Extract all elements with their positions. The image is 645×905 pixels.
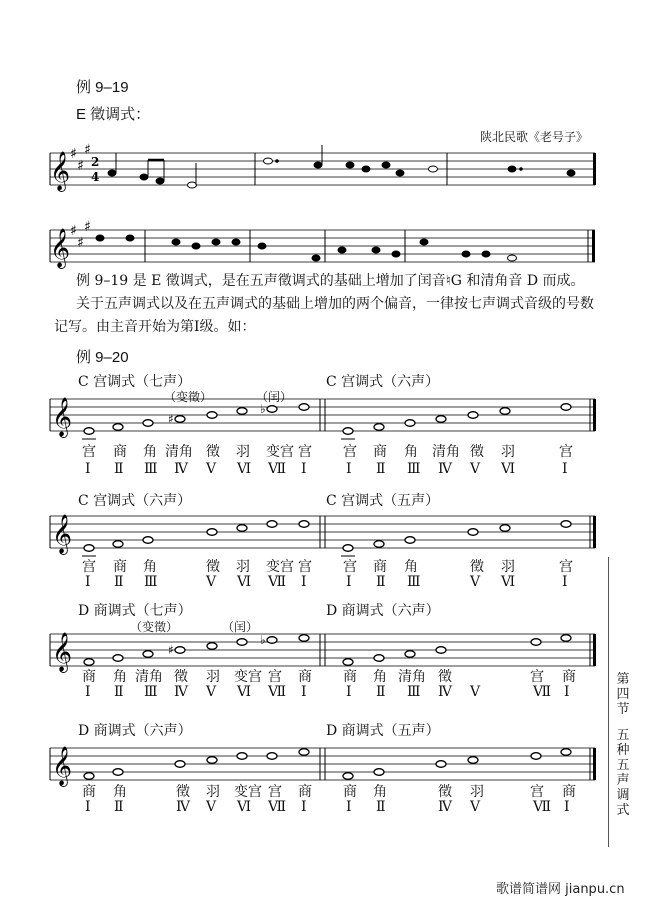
sharp-icon: ♯ bbox=[168, 412, 174, 426]
note-name: 宫 bbox=[82, 444, 96, 460]
note-head bbox=[96, 235, 104, 241]
degree-numeral: Ⅶ bbox=[533, 684, 552, 700]
degree-numeral: Ⅳ bbox=[174, 684, 188, 700]
note-name: 宫 bbox=[298, 444, 312, 460]
degree-numeral: Ⅰ bbox=[85, 574, 91, 590]
sidebar-title: 五种五声调式 bbox=[616, 728, 630, 818]
note-head bbox=[314, 162, 322, 168]
note-head bbox=[429, 166, 438, 172]
degree-numeral: Ⅰ bbox=[301, 799, 307, 815]
degree-numeral: Ⅱ bbox=[376, 574, 386, 590]
note-name: 清角 bbox=[135, 669, 163, 685]
note-name: 商 bbox=[82, 784, 96, 800]
degree-numeral: Ⅴ bbox=[206, 684, 217, 700]
degree-numeral: Ⅰ bbox=[301, 684, 307, 700]
note-name: 商 bbox=[298, 784, 312, 800]
note-name: 变宫 bbox=[234, 669, 262, 685]
note-name: 宫 bbox=[268, 669, 282, 685]
paragraph-line-2: 关于五声调式以及在五声调式的基础上增加的两个偏音，一律按七声调式音级的号数 bbox=[76, 296, 594, 312]
degree-numeral: Ⅴ bbox=[206, 799, 217, 815]
treble-clef-icon: 𝄞 bbox=[50, 151, 71, 191]
note-head bbox=[372, 247, 380, 253]
note-name: 商 bbox=[82, 669, 96, 685]
final-barlines bbox=[592, 153, 596, 780]
degree-numeral: Ⅳ bbox=[438, 461, 452, 477]
annotation: （闰） bbox=[222, 620, 259, 634]
note-name: 羽 bbox=[236, 444, 250, 460]
degree-numeral: Ⅶ bbox=[268, 574, 287, 590]
melody-notes bbox=[96, 145, 575, 261]
note-name: 清角 bbox=[432, 444, 460, 460]
degree-numeral: Ⅰ bbox=[85, 461, 91, 477]
barlines bbox=[50, 153, 590, 780]
note-name: 清角 bbox=[398, 669, 426, 685]
note-name: 商 bbox=[343, 784, 357, 800]
degree-numeral: Ⅱ bbox=[376, 461, 386, 477]
note-head bbox=[508, 255, 517, 261]
degree-numeral: Ⅶ bbox=[268, 799, 287, 815]
note-name: 商 bbox=[113, 444, 127, 460]
degree-numeral: Ⅱ bbox=[114, 799, 124, 815]
note-head bbox=[420, 239, 428, 245]
sharp-icon: ♯ bbox=[70, 223, 77, 239]
sharp-icon: ♯ bbox=[84, 142, 91, 158]
degree-numeral: Ⅵ bbox=[237, 574, 252, 590]
degree-numeral: Ⅰ bbox=[346, 574, 352, 590]
note-head bbox=[392, 251, 400, 257]
note-name: 羽 bbox=[206, 669, 220, 685]
note-name: 羽 bbox=[236, 559, 250, 575]
note-name: 宫 bbox=[268, 784, 282, 800]
degree-numeral: Ⅰ bbox=[564, 684, 570, 700]
degree-numeral: Ⅰ bbox=[346, 461, 352, 477]
note-head bbox=[312, 255, 320, 261]
note-head bbox=[156, 178, 164, 184]
degree-numeral: Ⅰ bbox=[346, 799, 352, 815]
degree-numeral: Ⅴ bbox=[206, 574, 217, 590]
note-name: 清角 bbox=[165, 444, 193, 460]
scale-title: D 商调式（五声） bbox=[326, 723, 440, 739]
degree-numeral: Ⅵ bbox=[501, 574, 516, 590]
degree-numeral: Ⅰ bbox=[346, 684, 352, 700]
treble-clef-icon: 𝄞 bbox=[52, 632, 73, 672]
note-head bbox=[338, 247, 346, 253]
note-head bbox=[462, 251, 470, 257]
note-name: 宫 bbox=[559, 444, 573, 460]
degree-numeral: Ⅰ bbox=[564, 799, 570, 815]
note-name: 宫 bbox=[82, 559, 96, 575]
sharp-icon: ♯ bbox=[77, 158, 84, 174]
sidebar-section: 第四节 bbox=[616, 672, 630, 717]
time-sig-top: 2 bbox=[91, 155, 100, 169]
note-name: 羽 bbox=[501, 559, 515, 575]
note-head bbox=[382, 162, 390, 168]
scale-title: D 商调式（七声） bbox=[78, 603, 192, 619]
degree-numeral: Ⅵ bbox=[237, 684, 252, 700]
degree-numeral: Ⅰ bbox=[562, 574, 568, 590]
note-head bbox=[126, 235, 134, 241]
note-name: 商 bbox=[113, 559, 127, 575]
ledger-lines bbox=[82, 439, 355, 556]
note-head bbox=[192, 243, 200, 249]
example-label-9-20: 例 9–20 bbox=[76, 349, 129, 366]
note-head bbox=[396, 170, 404, 176]
note-name: 商 bbox=[562, 784, 576, 800]
accidentals bbox=[168, 402, 266, 657]
degree-numeral: Ⅰ bbox=[301, 461, 307, 477]
note-name: 羽 bbox=[501, 444, 515, 460]
note-head bbox=[508, 166, 516, 172]
key-signatures bbox=[70, 142, 91, 251]
flat-icon: ♭ bbox=[260, 402, 266, 416]
note-head bbox=[258, 243, 266, 249]
degree-numeral: Ⅰ bbox=[85, 799, 91, 815]
treble-clefs bbox=[50, 151, 72, 787]
scale-title: C 宫调式（七声） bbox=[78, 374, 192, 390]
degree-numeral: Ⅳ bbox=[176, 799, 190, 815]
note-name: 宫 bbox=[298, 559, 312, 575]
degree-numeral: Ⅰ bbox=[301, 574, 307, 590]
note-head bbox=[482, 251, 490, 257]
note-name: 商 bbox=[343, 669, 357, 685]
degree-numeral: Ⅶ bbox=[268, 684, 287, 700]
note-name: 宫 bbox=[343, 559, 357, 575]
note-name: 宫 bbox=[530, 669, 544, 685]
scale-title: C 宫调式（五声） bbox=[326, 493, 440, 509]
annotation: （闰） bbox=[256, 390, 293, 404]
note-name: 徵 bbox=[176, 784, 190, 800]
note-name: 徵 bbox=[470, 559, 484, 575]
note-name: 角 bbox=[373, 784, 387, 800]
note-name: 宫 bbox=[559, 559, 573, 575]
paragraph-line-3: 记写。由主音开始为第Ⅰ级。如： bbox=[54, 319, 256, 335]
annotation: （变徵） bbox=[130, 620, 179, 634]
note-head bbox=[212, 239, 220, 245]
note-name: 徵 bbox=[438, 784, 452, 800]
degree-numeral: Ⅵ bbox=[237, 799, 252, 815]
note-name: 角 bbox=[143, 559, 157, 575]
degree-numeral: Ⅵ bbox=[237, 461, 252, 477]
degree-numeral: Ⅱ bbox=[114, 461, 124, 477]
sharp-icon: ♯ bbox=[70, 146, 77, 162]
note-name: 商 bbox=[373, 559, 387, 575]
note-head bbox=[140, 174, 148, 180]
staff-lines bbox=[50, 153, 595, 780]
note-name: 角 bbox=[143, 444, 157, 460]
degree-numeral: Ⅱ bbox=[376, 684, 386, 700]
example-title-e-zhi: E 徵调式： bbox=[76, 106, 151, 123]
degree-numeral: Ⅲ bbox=[144, 684, 158, 700]
note-head bbox=[264, 158, 273, 164]
note-head bbox=[232, 239, 240, 245]
treble-clef-icon: 𝄞 bbox=[50, 228, 71, 268]
note-head bbox=[172, 239, 180, 245]
note-name: 变宫 bbox=[266, 559, 294, 575]
note-name: 角 bbox=[113, 669, 127, 685]
degree-numeral: Ⅲ bbox=[407, 461, 421, 477]
degree-numeral: Ⅳ bbox=[438, 684, 452, 700]
note-name: 角 bbox=[404, 559, 418, 575]
note-name: 羽 bbox=[206, 784, 220, 800]
note-name: 变宫 bbox=[234, 784, 262, 800]
treble-clef-icon: 𝄞 bbox=[52, 397, 73, 437]
note-name: 角 bbox=[113, 784, 127, 800]
degree-numeral: Ⅵ bbox=[501, 461, 516, 477]
degree-numeral: Ⅰ bbox=[85, 684, 91, 700]
degree-numeral: Ⅰ bbox=[562, 461, 568, 477]
treble-clef-icon: 𝄞 bbox=[52, 746, 73, 786]
note-name: 徵 bbox=[438, 669, 452, 685]
scale-title: C 宫调式（六声） bbox=[78, 493, 192, 509]
scale-notes bbox=[84, 404, 571, 780]
degree-numeral: Ⅴ bbox=[470, 574, 481, 590]
note-head bbox=[567, 170, 575, 176]
degree-numeral: Ⅴ bbox=[470, 684, 481, 700]
note-name: 宫 bbox=[343, 444, 357, 460]
note-name: 徵 bbox=[206, 559, 220, 575]
note-name: 徵 bbox=[206, 444, 220, 460]
scale-title: D 商调式（六声） bbox=[326, 603, 440, 619]
degree-numeral: Ⅴ bbox=[470, 461, 481, 477]
annotation: （变徵） bbox=[164, 390, 213, 404]
note-name: 商 bbox=[562, 669, 576, 685]
scale-title: D 商调式（六声） bbox=[78, 723, 192, 739]
note-head bbox=[362, 166, 370, 172]
treble-clef-icon: 𝄞 bbox=[52, 514, 73, 554]
note-name: 羽 bbox=[470, 784, 484, 800]
note-name: 宫 bbox=[530, 784, 544, 800]
degree-numeral: Ⅶ bbox=[533, 799, 552, 815]
degree-numeral: Ⅲ bbox=[407, 574, 421, 590]
note-name: 徵 bbox=[174, 669, 188, 685]
degree-numeral: Ⅳ bbox=[438, 799, 452, 815]
note-name: 徵 bbox=[470, 444, 484, 460]
degree-numeral: Ⅲ bbox=[407, 684, 421, 700]
example-label-9-19: 例 9–19 bbox=[76, 79, 129, 96]
sharp-icon: ♯ bbox=[84, 219, 91, 235]
degree-numeral: Ⅱ bbox=[114, 684, 124, 700]
degree-numeral: Ⅶ bbox=[268, 461, 287, 477]
degree-numeral: Ⅴ bbox=[470, 799, 481, 815]
sharp-icon: ♯ bbox=[77, 235, 84, 251]
degree-numeral: Ⅴ bbox=[206, 461, 217, 477]
note-head bbox=[188, 182, 197, 188]
note-name: 商 bbox=[373, 444, 387, 460]
flat-icon: ♭ bbox=[260, 633, 266, 647]
degree-numeral: Ⅱ bbox=[376, 799, 386, 815]
note-name: 变宫 bbox=[266, 444, 294, 460]
paragraph-line-1: 例 9–19 是 E 徵调式，是在五声徵调式的基础上增加了闰音♮G 和清角音 D 而成。 bbox=[76, 273, 585, 289]
note-name: 角 bbox=[404, 444, 418, 460]
note-name: 角 bbox=[373, 669, 387, 685]
degree-numeral: Ⅲ bbox=[144, 574, 158, 590]
degree-numeral: Ⅳ bbox=[174, 461, 188, 477]
watermark: 歌谱简谱网 jianpu.cn bbox=[496, 882, 625, 897]
degree-numeral: Ⅲ bbox=[144, 461, 158, 477]
song-source: 陕北民歌《老号子》 bbox=[480, 130, 589, 144]
note-head bbox=[346, 162, 354, 168]
scale-title: C 宫调式（六声） bbox=[326, 374, 440, 390]
note-head bbox=[108, 170, 116, 176]
side-divider bbox=[608, 557, 609, 847]
time-sig-bottom: 4 bbox=[91, 170, 100, 184]
note-name: 商 bbox=[298, 669, 312, 685]
degree-numeral: Ⅱ bbox=[114, 574, 124, 590]
time-signature bbox=[91, 155, 99, 184]
sharp-icon: ♯ bbox=[168, 643, 174, 657]
